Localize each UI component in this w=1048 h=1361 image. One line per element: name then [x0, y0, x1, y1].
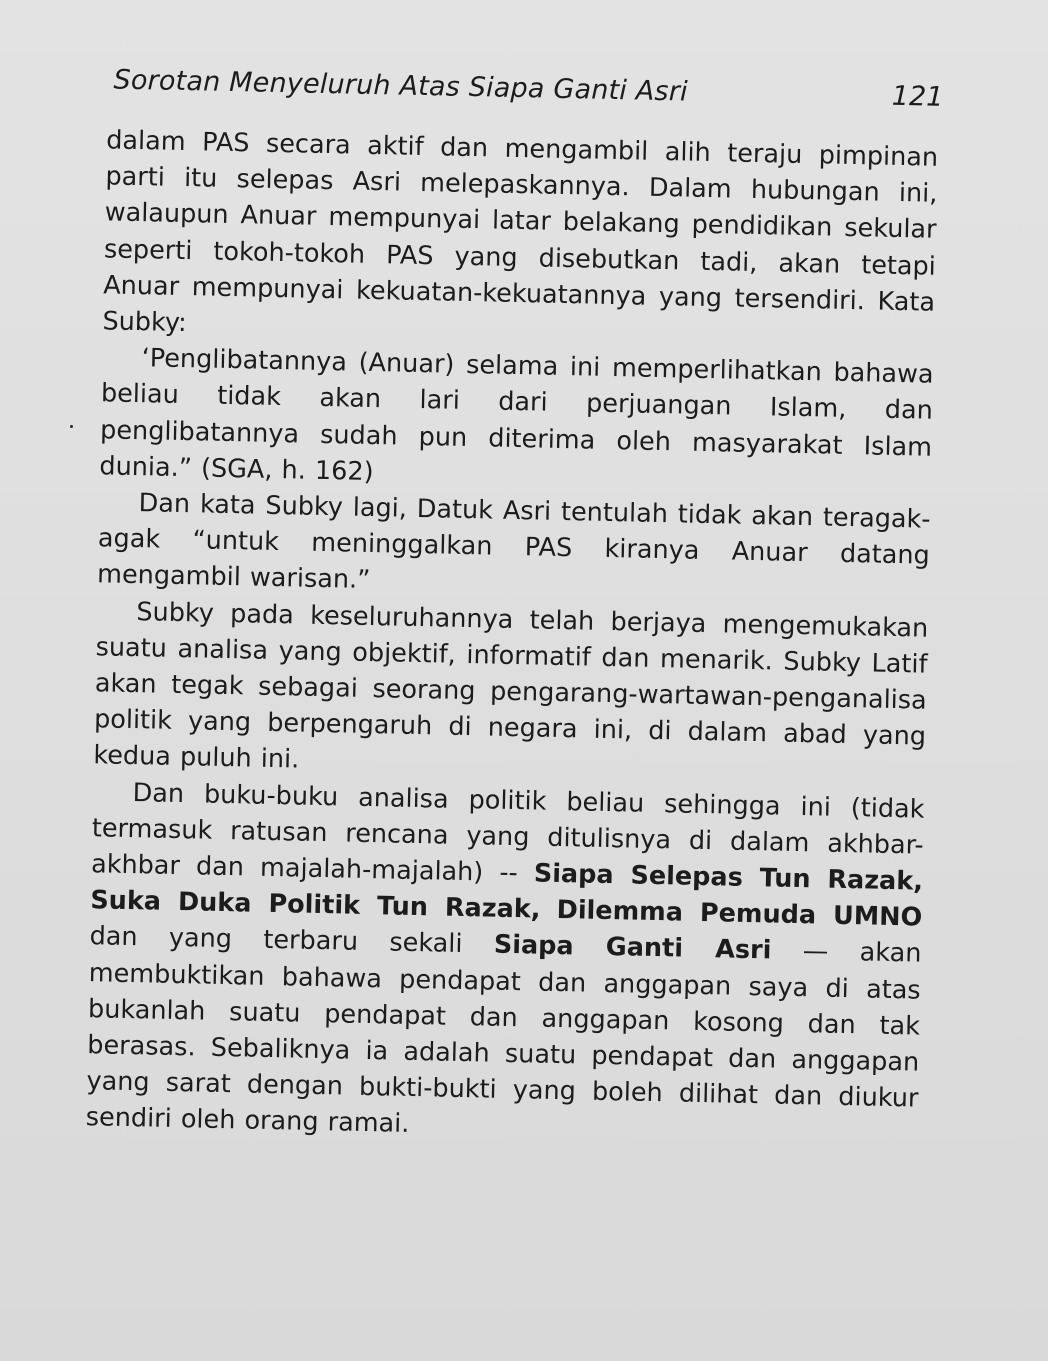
page-content — [67, 58, 959, 1154]
paragraph-4-outro: — akan membuktikan bahawa pendapat dan anggapan saya di atas bukanlah suatu pendapat dan anggapan kosong dan tak berasas. Sebaliknya ia adalah suatu pendapat dan anggapan yang sarat dengan bukti-bukti yang boleh dilihat dan diukur sendiri oleh orang ramai. — [85, 935, 922, 1140]
book-title-4: Siapa Ganti Asri — [493, 930, 772, 966]
page-number: 121 — [891, 80, 944, 113]
book-title-2: Suka Duka Politik Tun Razak, — [90, 885, 541, 925]
book-title-3: Dilemma Pemuda UMNO — [556, 895, 923, 933]
paragraph-1: dalam PAS secara aktif dan mengambil alih teraju pimpinan parti itu selepas Asri melepaskannya. Dalam hubungan ini, walaupun Anuar mempunyai latar belakang pendidikan sekular seperti tokoh-tokoh PAS yang disebutkan tadi, akan tetapi Anuar mempunyai kekuatan-kekuatannya yang tersendiri. Kata Subky: — [102, 125, 939, 339]
paragraph-3: Subky pada keseluruhannya telah berjaya mengemukakan suatu analisa yang objektif, informatif dan menarik. Subky Latif akan tegak sebagai seorang pengarang-wartawan-penganalisa politik yang berpengaruh di negara ini, di dalam abad yang kedua puluh ini. — [93, 596, 929, 775]
book-title-1: Siapa Selepas Tun Razak, — [533, 858, 924, 897]
paragraph-4-intro: Dan buku-buku analisa politik beliau sehingga ini (tidak termasuk ratusan rencana yang ditulisnya di dalam akhbar-akhbar dan majalah-majalah) -- — [90, 777, 925, 889]
paragraph-4 — [85, 774, 924, 1153]
running-head: Sorotan Menyeluruh Atas Siapa Ganti Asri — [113, 64, 689, 108]
paragraph-2: Dan kata Subky lagi, Datuk Asri tentulah tidak akan teragak-agak “untuk meninggalkan PAS kiranya Anuar datang mengambil warisan.” — [96, 488, 931, 596]
paragraph-4-mid: dan yang terbaru sekali — [89, 921, 495, 961]
stray-mark — [70, 425, 73, 428]
block-quote: ‘Penglibatannya (Anuar) selama ini memperlihatkan bahawa beliau tidak akan lari dari perjuangan Islam, dan penglibatannya sudah pun diterima oleh masyarakat Islam dunia.” (SGA, h. 162) — [99, 343, 934, 487]
body-text — [85, 122, 938, 1153]
